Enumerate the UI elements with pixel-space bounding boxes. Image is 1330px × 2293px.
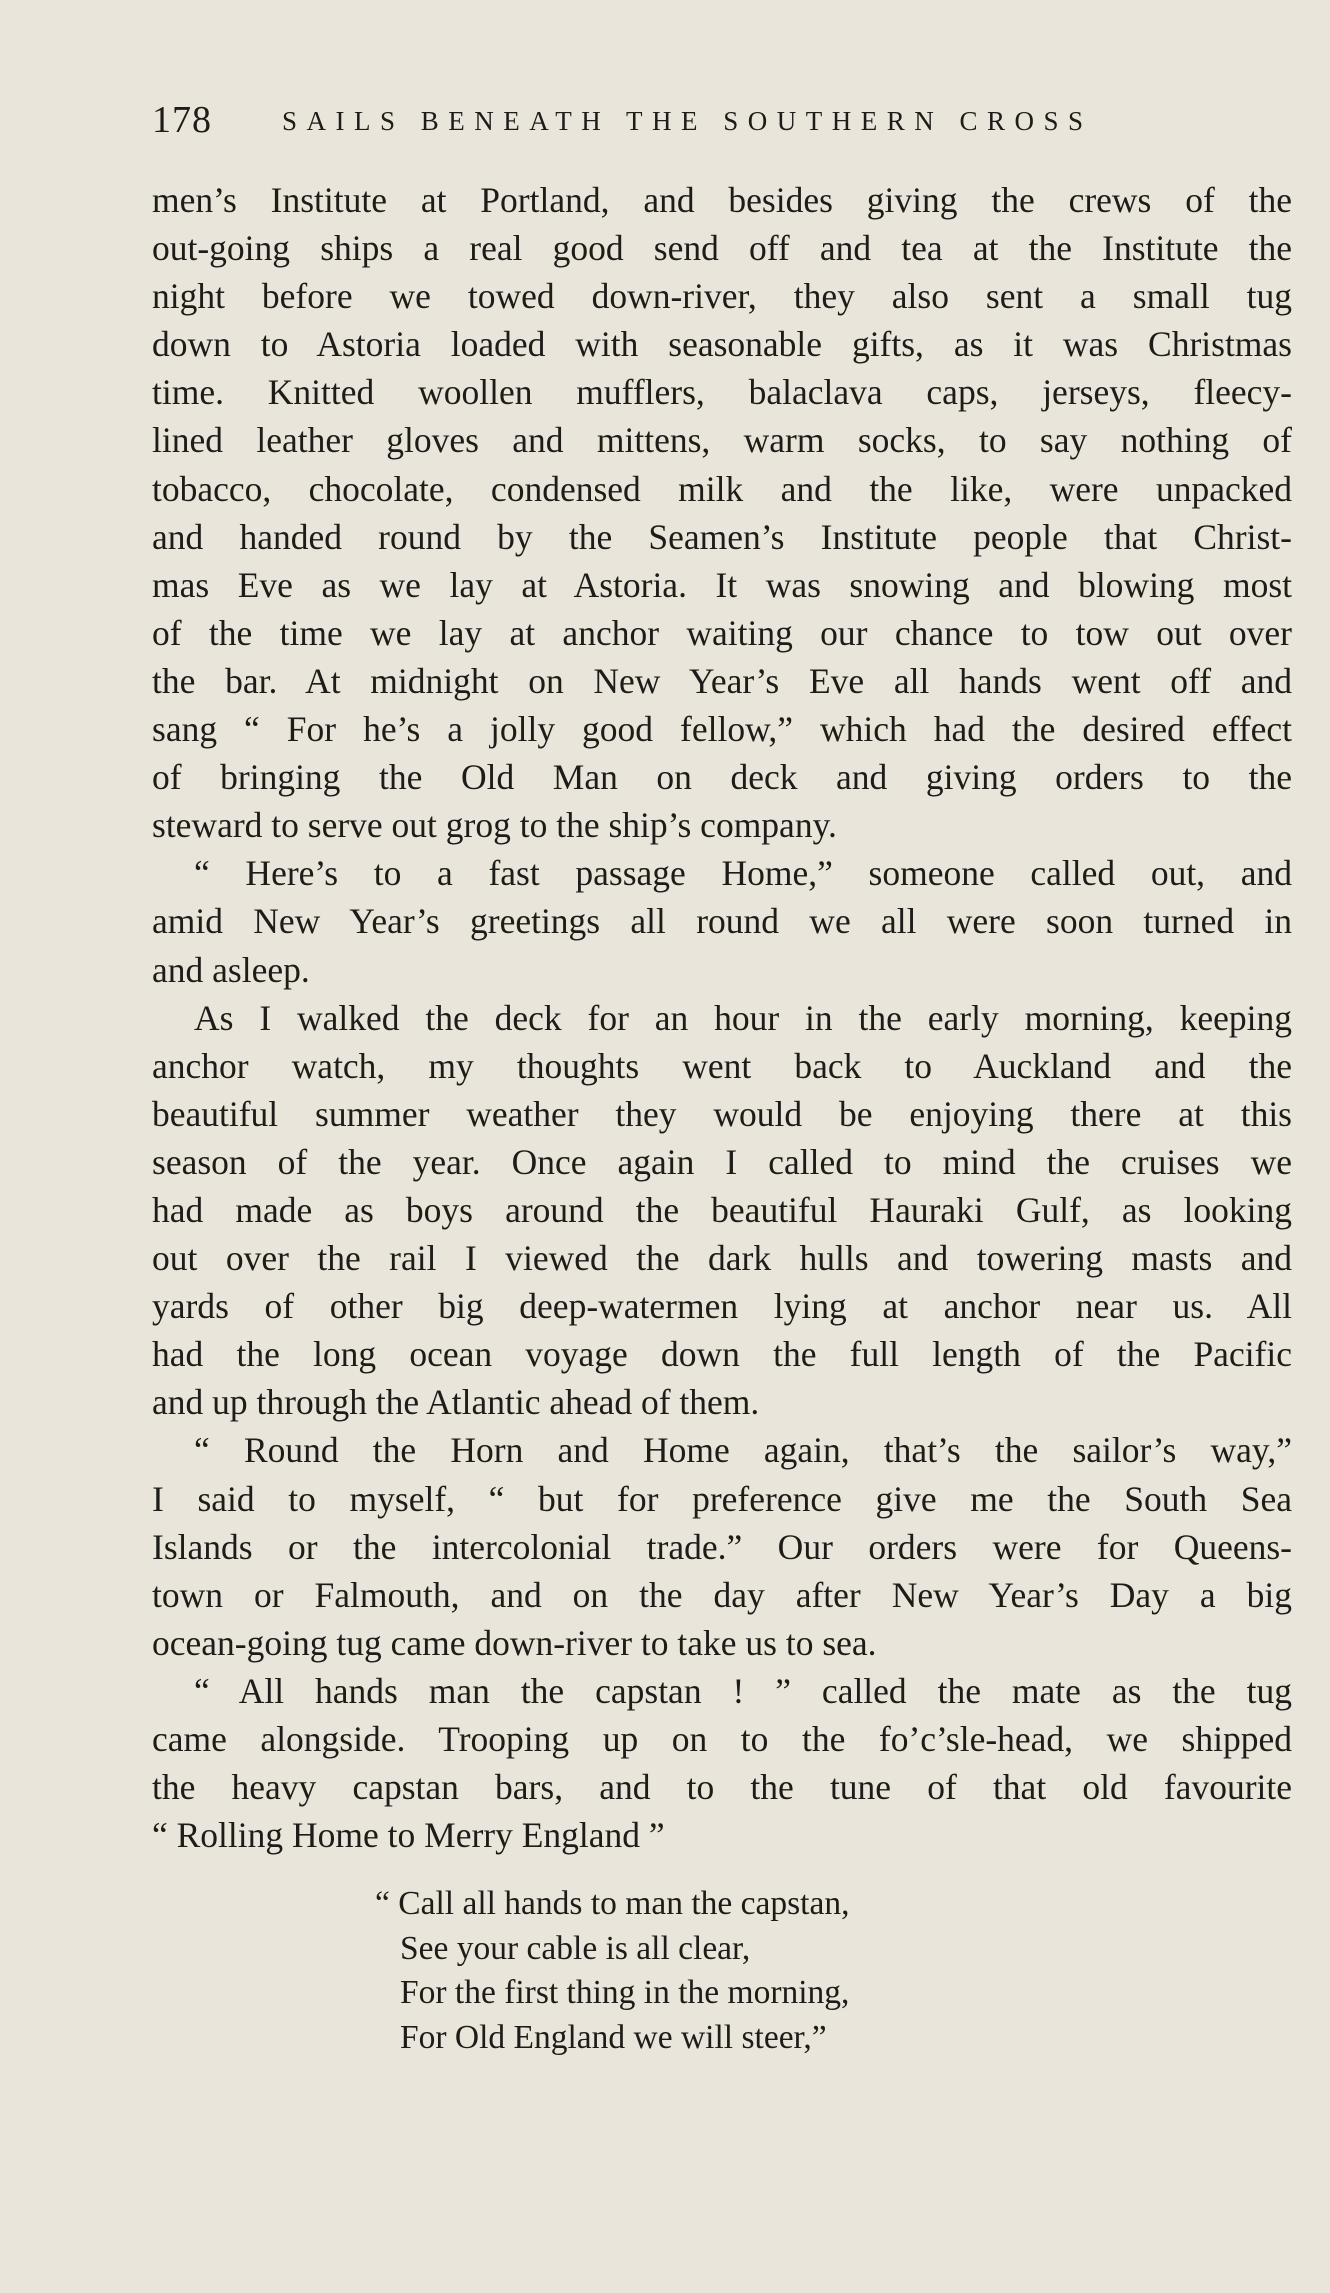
text-line: had made as boys around the beautiful Hauraki Gulf, as looking [152, 1189, 1292, 1230]
text-line: out over the rail I viewed the dark hulls and towering masts and [152, 1238, 1292, 1279]
text-line: mas Eve as we lay at Astoria. It was snowing and blowing most [152, 564, 1292, 605]
text-line: the bar. At midnight on New Year’s Eve all hands went off and [152, 660, 1292, 701]
text-line: men’s Institute at Portland, and besides giving the crews of the [152, 180, 1292, 220]
text-line: and asleep. [152, 949, 310, 990]
text-line: and up through the Atlantic ahead of them. [152, 1382, 760, 1423]
text-line: “ Rolling Home to Merry England ” [152, 1815, 665, 1856]
text-line: the heavy capstan bars, and to the tune of that old favourite [152, 1767, 1292, 1808]
text-line: “ Here’s to a fast passage Home,” someone called out, and [194, 853, 1292, 894]
text-line: and handed round by the Seamen’s Institute people that Christ- [152, 516, 1292, 557]
text-line: down to Astoria loaded with seasonable gifts, as it was Christmas [152, 324, 1292, 365]
text-line: of bringing the Old Man on deck and giving orders to the [152, 757, 1292, 798]
body-text [152, 176, 1292, 1859]
text-line: night before we towed down-river, they also sent a small tug [152, 276, 1292, 317]
text-line: Islands or the intercolonial trade.” Our orders were for Queens- [152, 1526, 1292, 1567]
text-line: I said to myself, “ but for preference give me the South Sea [152, 1478, 1292, 1519]
text-line: yards of other big deep-watermen lying at anchor near us. All [152, 1286, 1292, 1327]
text-line: had the long ocean voyage down the full length of the Pacific [152, 1334, 1292, 1375]
text-line: of the time we lay at anchor waiting our chance to tow out over [152, 612, 1292, 653]
verse-line: For Old England we will steer,” [400, 2018, 827, 2056]
text-line: ocean-going tug came down-river to take us to sea. [152, 1622, 877, 1663]
text-line: sang “ For he’s a jolly good fellow,” which had the desired effect [152, 709, 1292, 750]
text-line: beautiful summer weather they would be enjoying there at this [152, 1093, 1292, 1134]
verse-line: For the first thing in the morning, [400, 1974, 850, 2011]
text-line: anchor watch, my thoughts went back to Auckland and the [152, 1045, 1292, 1086]
page-number: 178 [152, 99, 212, 141]
text-line: As I walked the deck for an hour in the early morning, keeping [194, 997, 1292, 1038]
text-line: season of the year. Once again I called to mind the cruises we [152, 1141, 1292, 1182]
running-title: SAILS BENEATH THE SOUTHERN CROSS [282, 106, 1093, 136]
text-line: time. Knitted woollen mufflers, balaclava caps, jerseys, fleecy- [152, 372, 1292, 413]
text-line: came alongside. Trooping up on to the fo’c’sle-head, we shipped [152, 1719, 1292, 1759]
text-line: “ Round the Horn and Home again, that’s the sailor’s way,” [194, 1430, 1292, 1471]
text-line: town or Falmouth, and on the day after New Year’s Day a big [152, 1574, 1292, 1615]
text-line: “ All hands man the capstan ! ” called the mate as the tug [194, 1670, 1292, 1711]
text-line: steward to serve out grog to the ship’s company. [152, 805, 837, 846]
verse-line: “ Call all hands to man the capstan, [375, 1885, 850, 1922]
text-line: lined leather gloves and mittens, warm socks, to say nothing of [152, 420, 1292, 461]
text-line: out-going ships a real good send off and tea at the Institute the [152, 228, 1292, 269]
verse-line: See your cable is all clear, [400, 1929, 751, 1967]
running-head [152, 98, 1232, 148]
text-line: amid New Year’s greetings all round we all were soon turned in [152, 901, 1292, 942]
verse-quote [375, 1882, 850, 2060]
text-line: tobacco, chocolate, condensed milk and the like, were unpacked [152, 468, 1292, 509]
